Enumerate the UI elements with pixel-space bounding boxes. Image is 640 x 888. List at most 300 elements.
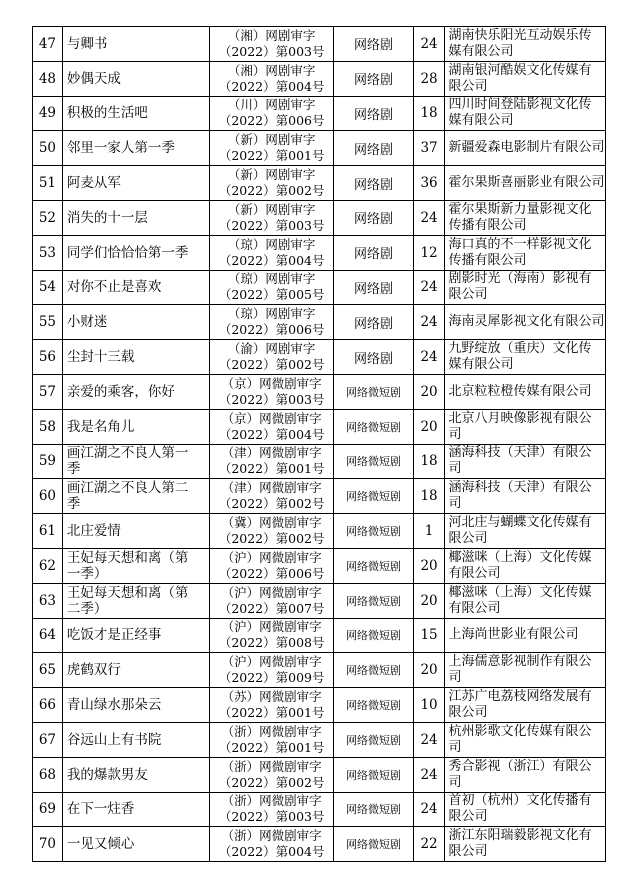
license-cell bbox=[209, 618, 333, 653]
license-authority: （川）网剧审字 bbox=[227, 97, 316, 113]
episode-count: 20 bbox=[420, 557, 438, 574]
producer-cell bbox=[445, 235, 606, 270]
row-number-cell bbox=[33, 200, 63, 235]
drama-title: 画江湖之不良人第二 bbox=[66, 480, 189, 497]
row-number-cell bbox=[33, 131, 63, 166]
episode-count: 10 bbox=[420, 697, 438, 714]
producer-name: 海南灵犀影视文化有限公司 bbox=[448, 314, 605, 330]
episodes-cell bbox=[413, 757, 445, 792]
table-row bbox=[33, 757, 606, 792]
episode-count: 24 bbox=[420, 35, 438, 52]
table-row bbox=[33, 792, 606, 827]
license-authority: （苏）网微剧审字 bbox=[221, 689, 322, 705]
producer-name-cont: 司 bbox=[448, 461, 462, 477]
drama-title-cont: 一季） bbox=[66, 565, 108, 582]
row-number-cell bbox=[33, 827, 63, 862]
producer-cell bbox=[445, 409, 606, 444]
row-number-cell bbox=[33, 61, 63, 96]
title-cell bbox=[62, 618, 209, 653]
drama-title: 王妃每天想和离（第 bbox=[66, 549, 189, 566]
drama-title: 妙偶天成 bbox=[66, 70, 121, 87]
title-cell bbox=[62, 688, 209, 723]
license-number: （2022）第002号 bbox=[218, 774, 325, 790]
producer-name: 霍尔果斯喜丽影业有限公司 bbox=[448, 175, 605, 191]
episode-count: 24 bbox=[420, 349, 438, 366]
license-cell bbox=[209, 827, 333, 862]
episodes-cell bbox=[413, 61, 445, 96]
row-number-cell bbox=[33, 166, 63, 201]
episode-count: 36 bbox=[420, 175, 438, 192]
drama-type: 网络微短剧 bbox=[345, 525, 401, 539]
producer-name: 椰滋咪（上海）文化传媒 bbox=[448, 549, 592, 565]
drama-type: 网络微短剧 bbox=[345, 768, 401, 782]
license-cell bbox=[209, 792, 333, 827]
drama-type: 网络剧 bbox=[353, 73, 393, 89]
producer-cell bbox=[445, 340, 606, 375]
producer-name: 海口真的不一样影视文化 bbox=[448, 236, 592, 252]
license-authority: （津）网微剧审字 bbox=[221, 480, 322, 496]
table-row bbox=[33, 27, 606, 62]
drama-approval-table bbox=[32, 26, 606, 862]
episodes-cell bbox=[413, 444, 445, 479]
drama-type: 网络剧 bbox=[353, 142, 393, 158]
license-cell bbox=[209, 131, 333, 166]
license-cell bbox=[209, 235, 333, 270]
episodes-cell bbox=[413, 514, 445, 549]
producer-cell bbox=[445, 583, 606, 618]
title-cell bbox=[62, 270, 209, 305]
table-row bbox=[33, 444, 606, 479]
episode-count: 15 bbox=[420, 627, 438, 644]
license-cell bbox=[209, 96, 333, 131]
license-cell bbox=[209, 548, 333, 583]
title-cell bbox=[62, 96, 209, 131]
producer-name: 上海尚世影业有限公司 bbox=[448, 627, 579, 643]
row-number: 55 bbox=[38, 314, 56, 331]
row-number-cell bbox=[33, 444, 63, 479]
episodes-cell bbox=[413, 653, 445, 688]
producer-cell bbox=[445, 61, 606, 96]
drama-type: 网络剧 bbox=[353, 212, 393, 228]
type-cell bbox=[334, 757, 413, 792]
row-number: 61 bbox=[38, 523, 56, 540]
producer-name-cont: 媒有限公司 bbox=[448, 113, 514, 129]
license-number: （2022）第002号 bbox=[218, 357, 325, 373]
license-number: （2022）第006号 bbox=[218, 113, 325, 129]
drama-title: 我是名角儿 bbox=[66, 418, 135, 435]
row-number-cell bbox=[33, 514, 63, 549]
row-number: 47 bbox=[38, 35, 56, 52]
episodes-cell bbox=[413, 827, 445, 862]
type-cell bbox=[334, 653, 413, 688]
license-cell bbox=[209, 200, 333, 235]
type-cell bbox=[334, 61, 413, 96]
drama-title: 北庄爱情 bbox=[66, 523, 121, 540]
drama-title: 同学们恰恰恰第一季 bbox=[66, 244, 189, 261]
producer-cell bbox=[445, 96, 606, 131]
type-cell bbox=[334, 444, 413, 479]
drama-title: 尘封十三载 bbox=[66, 349, 135, 366]
row-number-cell bbox=[33, 270, 63, 305]
title-cell bbox=[62, 653, 209, 688]
license-number: （2022）第002号 bbox=[218, 183, 325, 199]
type-cell bbox=[334, 479, 413, 514]
producer-name-cont: 司 bbox=[448, 739, 462, 755]
episode-count: 1 bbox=[424, 523, 434, 540]
producer-name: 北京八月映像影视有限公 bbox=[448, 410, 592, 426]
license-number: （2022）第003号 bbox=[218, 391, 325, 407]
license-authority: （渝）网剧审字 bbox=[227, 341, 316, 357]
license-authority: （沪）网微剧审字 bbox=[221, 619, 322, 635]
license-cell bbox=[209, 722, 333, 757]
producer-cell bbox=[445, 827, 606, 862]
row-number: 51 bbox=[38, 175, 56, 192]
producer-name: 涵海科技（天津）有限公 bbox=[448, 445, 592, 461]
producer-cell bbox=[445, 514, 606, 549]
producer-name: 剧影时光（海南）影视有 bbox=[448, 271, 592, 287]
license-authority: （琼）网剧审字 bbox=[227, 306, 316, 322]
episodes-cell bbox=[413, 131, 445, 166]
table-row bbox=[33, 166, 606, 201]
row-number-cell bbox=[33, 618, 63, 653]
license-number: （2022）第002号 bbox=[218, 531, 325, 547]
license-authority: （沪）网微剧审字 bbox=[221, 549, 322, 565]
episode-count: 24 bbox=[420, 314, 438, 331]
producer-name-cont: 司 bbox=[448, 496, 462, 512]
row-number: 56 bbox=[38, 349, 56, 366]
table-row bbox=[33, 305, 606, 340]
table-row bbox=[33, 131, 606, 166]
episodes-cell bbox=[413, 235, 445, 270]
license-number: （2022）第004号 bbox=[218, 78, 325, 94]
title-cell bbox=[62, 514, 209, 549]
episodes-cell bbox=[413, 374, 445, 409]
row-number-cell bbox=[33, 27, 63, 62]
license-authority: （浙）网微剧审字 bbox=[221, 758, 322, 774]
license-number: （2022）第001号 bbox=[218, 148, 325, 164]
producer-cell bbox=[445, 618, 606, 653]
license-number: （2022）第003号 bbox=[218, 43, 325, 59]
drama-title: 虎鹤双行 bbox=[66, 662, 121, 679]
row-number: 65 bbox=[38, 662, 56, 679]
producer-name: 北京粒粒橙传媒有限公司 bbox=[448, 383, 592, 399]
episodes-cell bbox=[413, 409, 445, 444]
license-authority: （琼）网剧审字 bbox=[227, 271, 316, 287]
row-number-cell bbox=[33, 792, 63, 827]
license-number: （2022）第004号 bbox=[218, 252, 325, 268]
producer-cell bbox=[445, 374, 606, 409]
episodes-cell bbox=[413, 340, 445, 375]
episode-count: 20 bbox=[420, 418, 438, 435]
episodes-cell bbox=[413, 722, 445, 757]
title-cell bbox=[62, 792, 209, 827]
producer-name-cont: 限公司 bbox=[448, 844, 488, 860]
producer-name-cont: 有限公司 bbox=[448, 600, 501, 616]
license-authority: （新）网剧审字 bbox=[227, 132, 316, 148]
drama-title: 在下一炷香 bbox=[66, 801, 135, 818]
producer-cell bbox=[445, 479, 606, 514]
episode-count: 18 bbox=[420, 105, 438, 122]
title-cell bbox=[62, 235, 209, 270]
license-cell bbox=[209, 340, 333, 375]
type-cell bbox=[334, 235, 413, 270]
type-cell bbox=[334, 688, 413, 723]
license-cell bbox=[209, 270, 333, 305]
license-authority: （浙）网微剧审字 bbox=[221, 723, 322, 739]
row-number: 54 bbox=[38, 279, 56, 296]
row-number: 64 bbox=[38, 627, 56, 644]
type-cell bbox=[334, 305, 413, 340]
producer-name-cont: 有限公司 bbox=[448, 565, 501, 581]
license-number: （2022）第009号 bbox=[218, 670, 325, 686]
producer-cell bbox=[445, 305, 606, 340]
license-number: （2022）第005号 bbox=[218, 287, 325, 303]
producer-name: 新疆爱森电影制片有限公司 bbox=[448, 140, 605, 156]
license-cell bbox=[209, 514, 333, 549]
producer-cell bbox=[445, 757, 606, 792]
episodes-cell bbox=[413, 548, 445, 583]
license-number: （2022）第001号 bbox=[218, 739, 325, 755]
license-cell bbox=[209, 583, 333, 618]
drama-type: 网络微短剧 bbox=[345, 490, 401, 504]
license-authority: （湘）网剧审字 bbox=[227, 27, 316, 43]
row-number-cell bbox=[33, 757, 63, 792]
drama-type: 网络微短剧 bbox=[345, 803, 401, 817]
license-authority: （琼）网剧审字 bbox=[227, 236, 316, 252]
license-cell bbox=[209, 688, 333, 723]
producer-cell bbox=[445, 444, 606, 479]
drama-type: 网络微短剧 bbox=[345, 559, 401, 573]
episode-count: 18 bbox=[420, 453, 438, 470]
table-row bbox=[33, 374, 606, 409]
title-cell bbox=[62, 479, 209, 514]
drama-title: 一见又倾心 bbox=[66, 836, 135, 853]
license-cell bbox=[209, 444, 333, 479]
table-row bbox=[33, 270, 606, 305]
producer-name: 首初（杭州）文化传播有 bbox=[448, 793, 592, 809]
row-number: 62 bbox=[38, 557, 56, 574]
license-cell bbox=[209, 374, 333, 409]
license-number: （2022）第006号 bbox=[218, 565, 325, 581]
episode-count: 22 bbox=[420, 836, 438, 853]
drama-type: 网络微短剧 bbox=[345, 629, 401, 643]
producer-cell bbox=[445, 27, 606, 62]
episode-count: 24 bbox=[420, 279, 438, 296]
license-authority: （浙）网微剧审字 bbox=[221, 793, 322, 809]
table-row bbox=[33, 618, 606, 653]
drama-type: 网络微短剧 bbox=[345, 664, 401, 678]
license-authority: （湘）网剧审字 bbox=[227, 62, 316, 78]
table-row bbox=[33, 200, 606, 235]
episodes-cell bbox=[413, 479, 445, 514]
license-cell bbox=[209, 409, 333, 444]
episodes-cell bbox=[413, 792, 445, 827]
producer-name-cont: 传播有限公司 bbox=[448, 217, 527, 233]
type-cell bbox=[334, 409, 413, 444]
episodes-cell bbox=[413, 618, 445, 653]
row-number: 67 bbox=[38, 731, 56, 748]
title-cell bbox=[62, 827, 209, 862]
title-cell bbox=[62, 757, 209, 792]
episode-count: 24 bbox=[420, 801, 438, 818]
episodes-cell bbox=[413, 305, 445, 340]
type-cell bbox=[334, 548, 413, 583]
drama-title: 谷远山上有书院 bbox=[66, 731, 162, 748]
license-cell bbox=[209, 653, 333, 688]
title-cell bbox=[62, 374, 209, 409]
type-cell bbox=[334, 514, 413, 549]
row-number-cell bbox=[33, 374, 63, 409]
type-cell bbox=[334, 200, 413, 235]
license-number: （2022）第004号 bbox=[218, 426, 325, 442]
producer-cell bbox=[445, 270, 606, 305]
license-authority: （京）网微剧审字 bbox=[221, 375, 322, 391]
drama-title: 邻里一家人第一季 bbox=[66, 140, 175, 157]
drama-type: 网络微短剧 bbox=[345, 455, 401, 469]
row-number-cell bbox=[33, 96, 63, 131]
row-number-cell bbox=[33, 688, 63, 723]
license-authority: （津）网微剧审字 bbox=[221, 445, 322, 461]
episode-count: 24 bbox=[420, 766, 438, 783]
producer-cell bbox=[445, 688, 606, 723]
episode-count: 20 bbox=[420, 592, 438, 609]
episode-count: 24 bbox=[420, 209, 438, 226]
license-number: （2022）第001号 bbox=[218, 705, 325, 721]
drama-title: 与卿书 bbox=[66, 35, 108, 52]
episode-count: 12 bbox=[420, 244, 438, 261]
license-cell bbox=[209, 27, 333, 62]
episodes-cell bbox=[413, 200, 445, 235]
row-number: 70 bbox=[38, 836, 56, 853]
table-row bbox=[33, 479, 606, 514]
table-row bbox=[33, 340, 606, 375]
drama-title: 阿麦从军 bbox=[66, 175, 121, 192]
row-number: 69 bbox=[38, 801, 56, 818]
row-number: 57 bbox=[38, 383, 56, 400]
title-cell bbox=[62, 61, 209, 96]
table-row bbox=[33, 61, 606, 96]
episodes-cell bbox=[413, 688, 445, 723]
producer-name: 江苏广电荔枝网络发展有 bbox=[448, 689, 592, 705]
producer-name: 秀合影视（浙江）有限公 bbox=[448, 758, 592, 774]
producer-cell bbox=[445, 653, 606, 688]
drama-type: 网络剧 bbox=[353, 281, 393, 297]
table-row bbox=[33, 235, 606, 270]
row-number: 59 bbox=[38, 453, 56, 470]
episode-count: 37 bbox=[420, 140, 438, 157]
title-cell bbox=[62, 131, 209, 166]
type-cell bbox=[334, 27, 413, 62]
license-authority: （冀）网微剧审字 bbox=[221, 515, 322, 531]
producer-cell bbox=[445, 548, 606, 583]
producer-name: 杭州影歌文化传媒有限公 bbox=[448, 723, 592, 739]
table-row bbox=[33, 548, 606, 583]
license-authority: （沪）网微剧审字 bbox=[221, 584, 322, 600]
type-cell bbox=[334, 131, 413, 166]
license-number: （2022）第003号 bbox=[218, 217, 325, 233]
license-authority: （新）网剧审字 bbox=[227, 167, 316, 183]
episode-count: 28 bbox=[420, 70, 438, 87]
producer-name-cont: 司 bbox=[448, 774, 462, 790]
producer-name: 河北庄与蝴蝶文化传媒有 bbox=[448, 515, 592, 531]
producer-name: 湖南银河酷娱文化传媒有 bbox=[448, 62, 592, 78]
episode-count: 24 bbox=[420, 731, 438, 748]
title-cell bbox=[62, 583, 209, 618]
episode-count: 20 bbox=[420, 383, 438, 400]
row-number: 52 bbox=[38, 209, 56, 226]
drama-title-cont: 季 bbox=[66, 496, 81, 513]
row-number: 58 bbox=[38, 418, 56, 435]
title-cell bbox=[62, 444, 209, 479]
producer-name-cont: 限公司 bbox=[448, 287, 488, 303]
table-row bbox=[33, 653, 606, 688]
drama-title: 亲爱的乘客，你好 bbox=[66, 383, 175, 400]
producer-name-cont: 司 bbox=[448, 426, 462, 442]
row-number-cell bbox=[33, 548, 63, 583]
table-row bbox=[33, 583, 606, 618]
row-number: 49 bbox=[38, 105, 56, 122]
episodes-cell bbox=[413, 166, 445, 201]
producer-name-cont: 限公司 bbox=[448, 531, 488, 547]
row-number-cell bbox=[33, 235, 63, 270]
type-cell bbox=[334, 583, 413, 618]
episodes-cell bbox=[413, 270, 445, 305]
producer-cell bbox=[445, 131, 606, 166]
table-row bbox=[33, 514, 606, 549]
producer-name-cont: 限公司 bbox=[448, 705, 488, 721]
table-row bbox=[33, 688, 606, 723]
row-number: 68 bbox=[38, 766, 56, 783]
license-cell bbox=[209, 479, 333, 514]
license-number: （2022）第003号 bbox=[218, 809, 325, 825]
drama-title: 对你不止是喜欢 bbox=[66, 279, 162, 296]
drama-title: 积极的生活吧 bbox=[66, 105, 148, 122]
row-number: 66 bbox=[38, 697, 56, 714]
drama-type: 网络微短剧 bbox=[345, 420, 401, 434]
episodes-cell bbox=[413, 583, 445, 618]
episodes-cell bbox=[413, 96, 445, 131]
drama-title: 消失的十一层 bbox=[66, 209, 148, 226]
license-number: （2022）第008号 bbox=[218, 635, 325, 651]
table-row bbox=[33, 409, 606, 444]
row-number-cell bbox=[33, 722, 63, 757]
row-number: 63 bbox=[38, 592, 56, 609]
producer-cell bbox=[445, 722, 606, 757]
license-authority: （沪）网微剧审字 bbox=[221, 654, 322, 670]
drama-type: 网络微短剧 bbox=[345, 699, 401, 713]
type-cell bbox=[334, 792, 413, 827]
license-authority: （新）网剧审字 bbox=[227, 201, 316, 217]
license-number: （2022）第004号 bbox=[218, 844, 325, 860]
drama-title: 吃饭才是正经事 bbox=[66, 627, 162, 644]
title-cell bbox=[62, 27, 209, 62]
producer-name: 浙江东阳瑞毅影视文化有 bbox=[448, 828, 592, 844]
license-cell bbox=[209, 61, 333, 96]
drama-type: 网络剧 bbox=[353, 247, 393, 263]
type-cell bbox=[334, 270, 413, 305]
type-cell bbox=[334, 166, 413, 201]
document-page bbox=[32, 26, 606, 862]
producer-name-cont: 传播有限公司 bbox=[448, 252, 527, 268]
type-cell bbox=[334, 374, 413, 409]
producer-name: 涵海科技（天津）有限公 bbox=[448, 480, 592, 496]
type-cell bbox=[334, 827, 413, 862]
license-number: （2022）第007号 bbox=[218, 600, 325, 616]
table-row bbox=[33, 827, 606, 862]
title-cell bbox=[62, 166, 209, 201]
drama-title-cont: 二季） bbox=[66, 600, 108, 617]
title-cell bbox=[62, 340, 209, 375]
